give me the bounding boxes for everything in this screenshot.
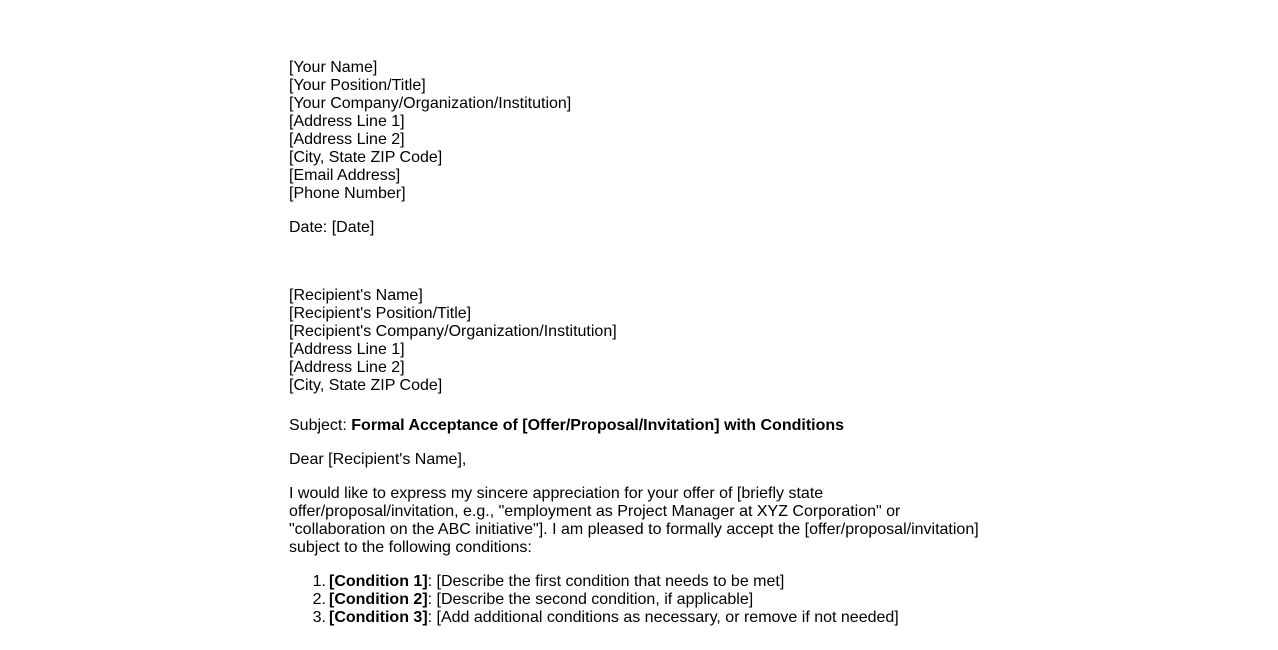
recipient-company: [Recipient's Company/Organization/Institution] [289,323,617,340]
condition-label: [Condition 2] [329,591,428,608]
sender-company: [Your Company/Organization/Institution] [289,95,572,112]
sender-position: [Your Position/Title] [289,77,426,94]
body-line: I would like to express my sincere appreciation for your offer of [briefly state [289,485,824,502]
recipient-address-line-1: [Address Line 1] [289,341,405,358]
sender-address-line-2: [Address Line 2] [289,131,405,148]
sender-address-block [289,59,989,203]
condition-text: : [Add additional conditions as necessary, or remove if not needed] [427,609,899,626]
date-line [289,219,989,237]
condition-number: 1. [312,573,326,590]
date-text: Date: [Date] [289,219,375,236]
condition-text: : [Describe the first condition that needs to be met] [427,573,785,590]
sender-name: [Your Name] [289,59,378,76]
condition-item [312,573,989,591]
recipient-address-line-2: [Address Line 2] [289,359,405,376]
condition-item [312,591,989,609]
recipient-address-block [289,287,989,395]
body-line: subject to the following conditions: [289,539,532,556]
sender-address-line-1: [Address Line 1] [289,113,405,130]
condition-number: 3. [312,609,326,626]
sender-phone: [Phone Number] [289,185,406,202]
sender-city-state-zip: [City, State ZIP Code] [289,149,443,166]
condition-label: [Condition 3] [329,609,428,626]
recipient-name: [Recipient's Name] [289,287,423,304]
greeting-text: Dear [Recipient's Name], [289,451,467,468]
greeting [289,451,989,469]
subject-prefix: Subject: [289,417,352,434]
body-paragraph [289,485,989,557]
body-line: "collaboration on the ABC initiative"]. I am pleased to formally accept the [offer/proposal/invitation] [289,521,979,538]
letter-document [289,59,989,627]
condition-label: [Condition 1] [329,573,428,590]
subject-line [289,417,989,435]
sender-email: [Email Address] [289,167,401,184]
recipient-city-state-zip: [City, State ZIP Code] [289,377,443,394]
conditions-list [289,573,989,627]
condition-text: : [Describe the second condition, if applicable] [427,591,754,608]
subject-title: Formal Acceptance of [Offer/Proposal/Invitation] with Conditions [351,417,845,434]
condition-number: 2. [312,591,326,608]
recipient-position: [Recipient's Position/Title] [289,305,472,322]
condition-item [312,609,989,627]
body-line: offer/proposal/invitation, e.g., "employment as Project Manager at XYZ Corporation" or [289,503,901,520]
